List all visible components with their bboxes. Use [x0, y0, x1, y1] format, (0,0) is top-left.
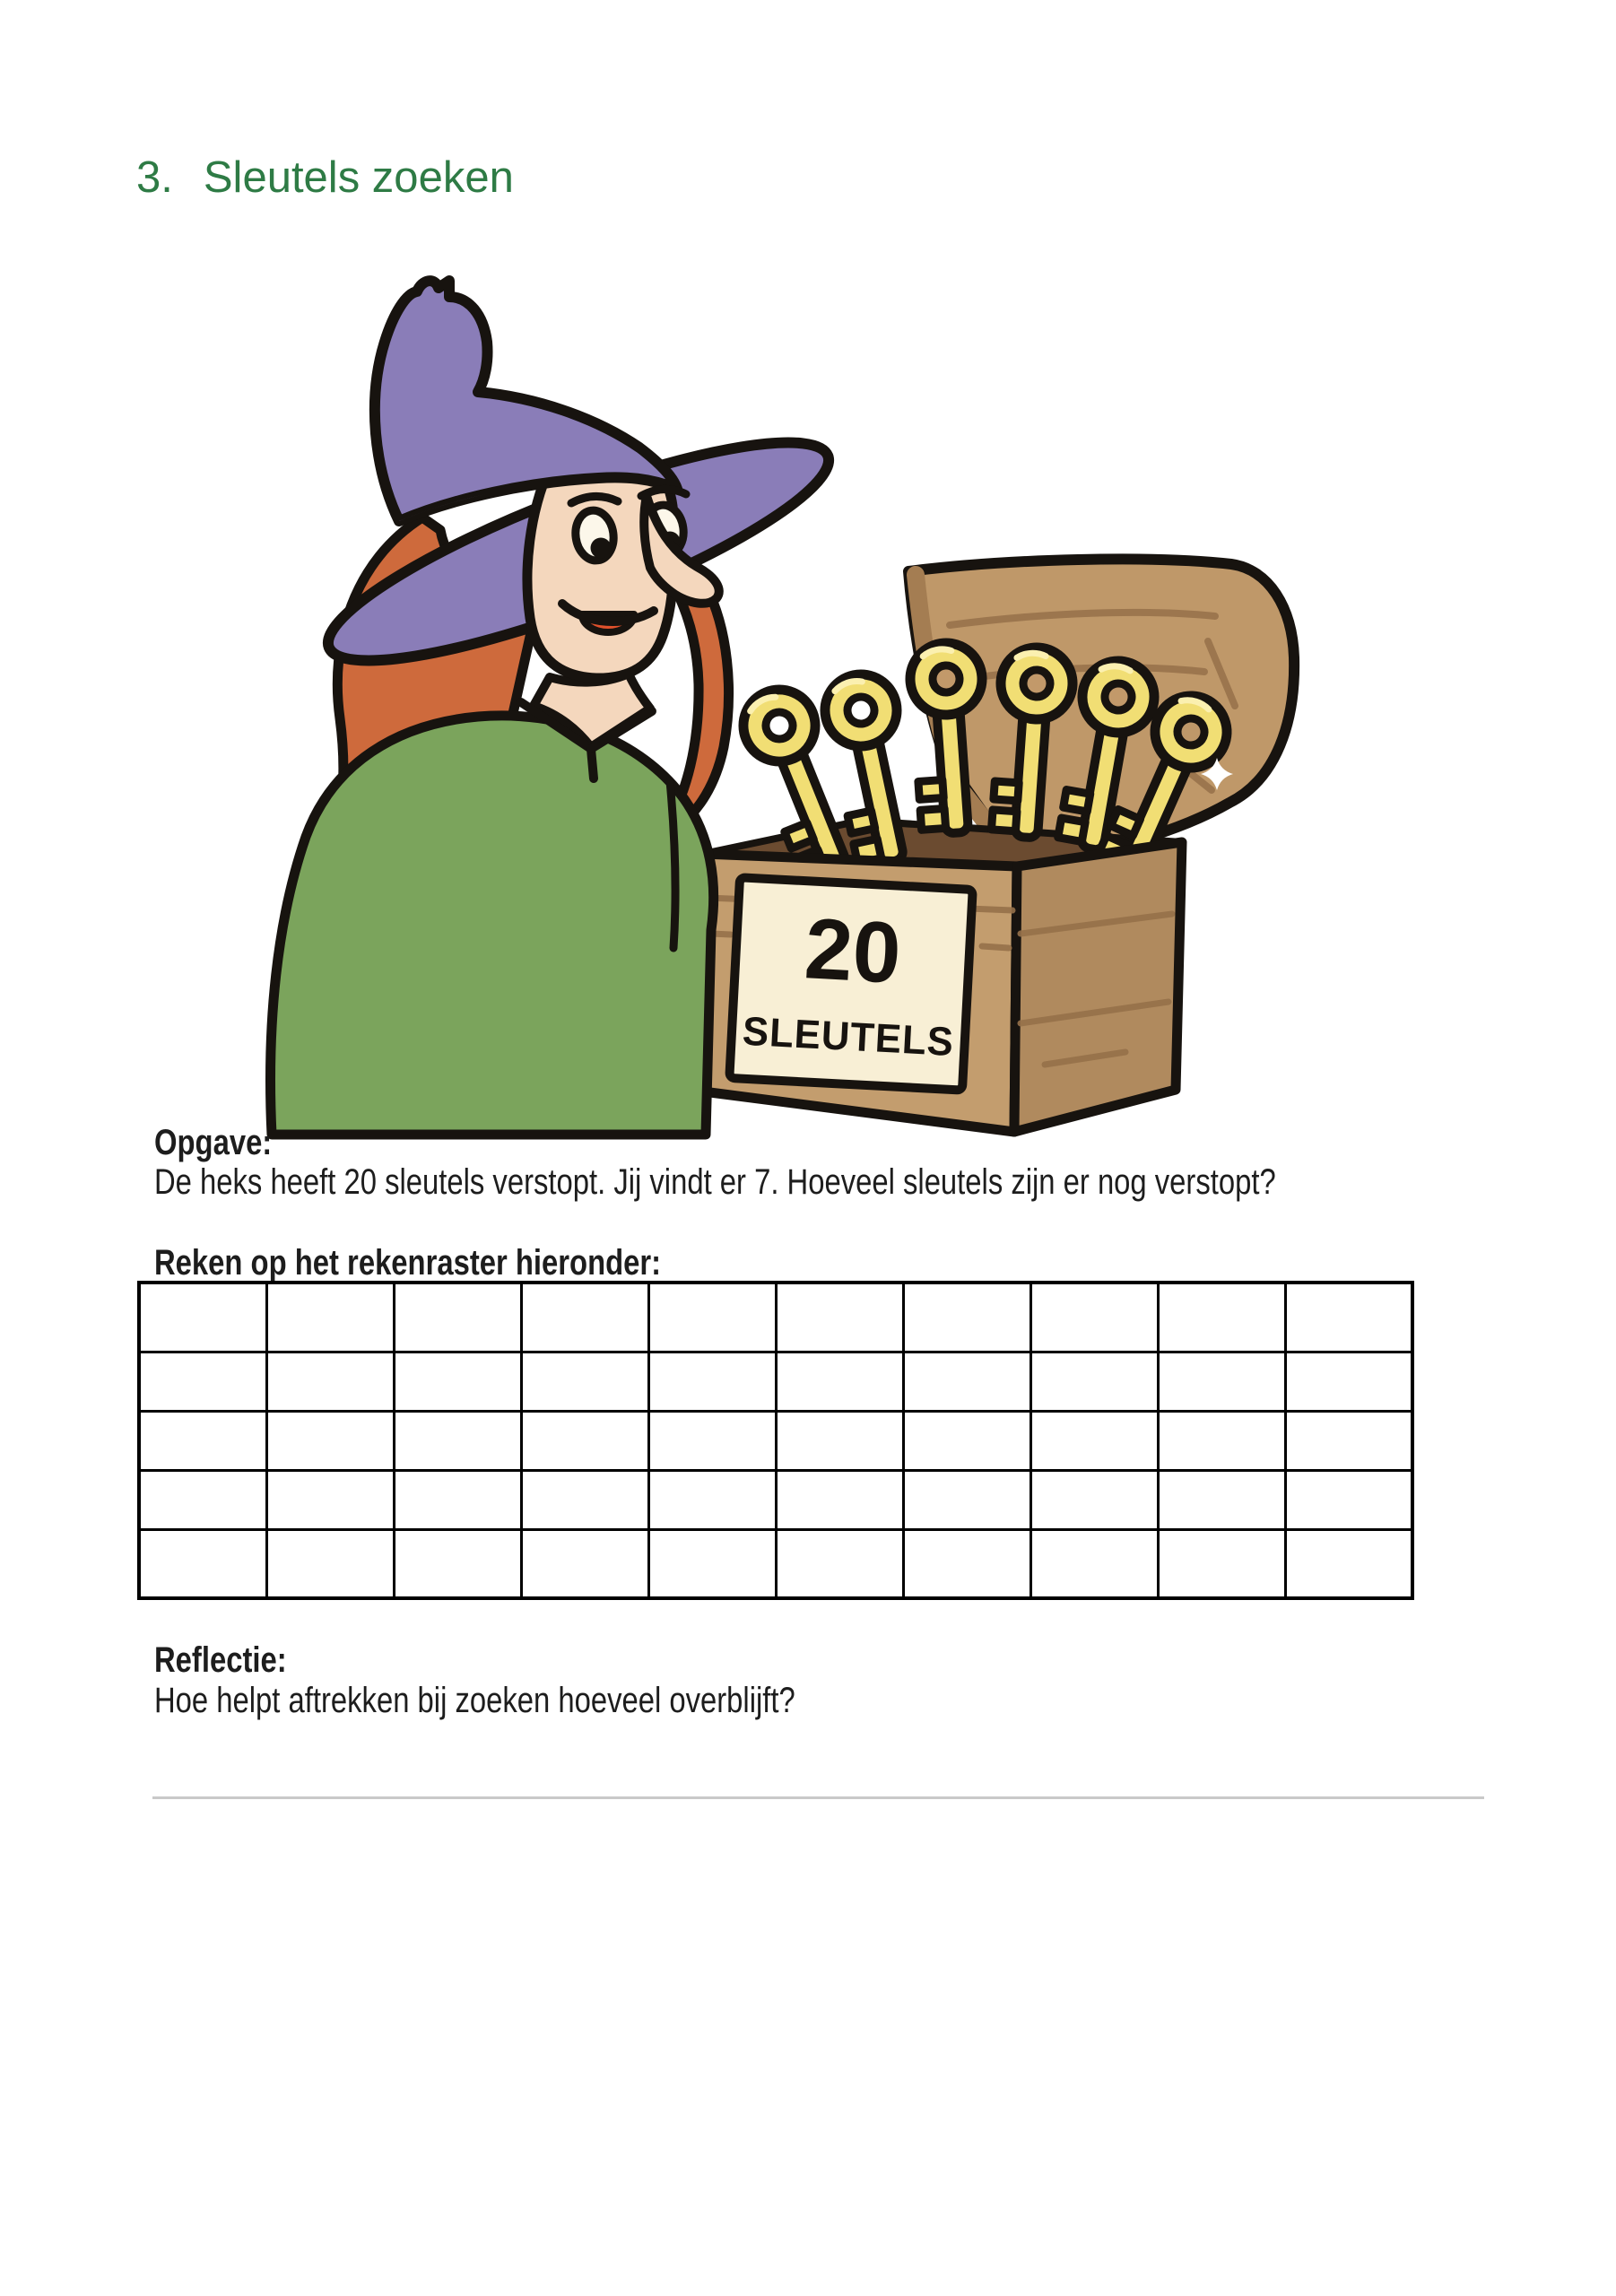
grid-cell: [139, 1411, 266, 1470]
grid-cell: [1030, 1470, 1158, 1529]
opgave-text: De heks heeft 20 sleutels verstopt. Jij vindt er 7. Hoeveel sleutels zijn er nog verstopt?: [154, 1162, 1276, 1202]
grid-cell: [139, 1529, 266, 1598]
grid-cell: [648, 1411, 776, 1470]
chest-side: [1014, 842, 1182, 1132]
chest-label-text: SLEUTELS: [741, 1007, 962, 1065]
witch-robe: [271, 716, 714, 1135]
grid-cell: [903, 1352, 1030, 1411]
grid-cell: [521, 1470, 648, 1529]
grid-cell: [1158, 1283, 1285, 1352]
grid-row: [139, 1470, 1412, 1529]
grid-cell: [1285, 1283, 1412, 1352]
grid-cell: [521, 1283, 648, 1352]
page-title-number: 3.: [136, 153, 173, 202]
grid-cell: [903, 1529, 1030, 1598]
chest-label: [729, 877, 972, 1090]
grid-cell: [1285, 1529, 1412, 1598]
grid-cell: [266, 1283, 394, 1352]
grid-cell: [648, 1470, 776, 1529]
reflectie-text: Hoe helpt aftrekken bij zoeken hoeveel overblijft?: [154, 1681, 795, 1720]
grid-cell: [776, 1352, 903, 1411]
grid-cell: [394, 1352, 521, 1411]
grid-cell: [1285, 1352, 1412, 1411]
grid-row: [139, 1411, 1412, 1470]
grid-cell: [1285, 1470, 1412, 1529]
grid-cell: [521, 1352, 648, 1411]
grid-cell: [266, 1470, 394, 1529]
grid-row: [139, 1529, 1412, 1598]
reken-grid: [137, 1281, 1414, 1600]
grid-cell: [903, 1283, 1030, 1352]
grid-cell: [776, 1411, 903, 1470]
grid-cell: [648, 1283, 776, 1352]
grid-row: [139, 1352, 1412, 1411]
grid-cell: [648, 1529, 776, 1598]
page-title: [136, 154, 514, 201]
grid-cell: [1158, 1529, 1285, 1598]
grid-cell: [266, 1529, 394, 1598]
grid-cell: [394, 1470, 521, 1529]
reflectie-label: Reflectie:: [154, 1640, 287, 1680]
grid-cell: [139, 1283, 266, 1352]
grid-cell: [776, 1283, 903, 1352]
grid-cell: [394, 1411, 521, 1470]
grid-cell: [266, 1411, 394, 1470]
grid-cell: [776, 1529, 903, 1598]
grid-cell: [1030, 1411, 1158, 1470]
grid-cell: [1158, 1470, 1285, 1529]
grid-cell: [1158, 1411, 1285, 1470]
section-divider: [152, 1796, 1484, 1799]
page-title-text: Sleutels zoeken: [203, 153, 514, 202]
grid-cell: [521, 1411, 648, 1470]
grid-cell: [1030, 1529, 1158, 1598]
grid-cell: [1285, 1411, 1412, 1470]
grid-cell: [394, 1529, 521, 1598]
grid-cell: [903, 1470, 1030, 1529]
chest-label-number: 20: [802, 900, 904, 1002]
grid-cell: [266, 1352, 394, 1411]
grid-cell: [394, 1283, 521, 1352]
reken-grid-table: [137, 1281, 1414, 1600]
opgave-label: Opgave:: [154, 1123, 273, 1162]
grid-row: [139, 1283, 1412, 1352]
grid-cell: [1158, 1352, 1285, 1411]
grid-cell: [1030, 1283, 1158, 1352]
grid-cell: [1030, 1352, 1158, 1411]
witch-chest-illustration: [265, 256, 1305, 1144]
treasure-chest: [703, 559, 1294, 1132]
grid-cell: [648, 1352, 776, 1411]
grid-cell: [776, 1470, 903, 1529]
grid-cell: [139, 1470, 266, 1529]
grid-cell: [521, 1529, 648, 1598]
reken-label: Reken op het rekenraster hieronder:: [154, 1243, 662, 1283]
grid-cell: [903, 1411, 1030, 1470]
grid-cell: [139, 1352, 266, 1411]
